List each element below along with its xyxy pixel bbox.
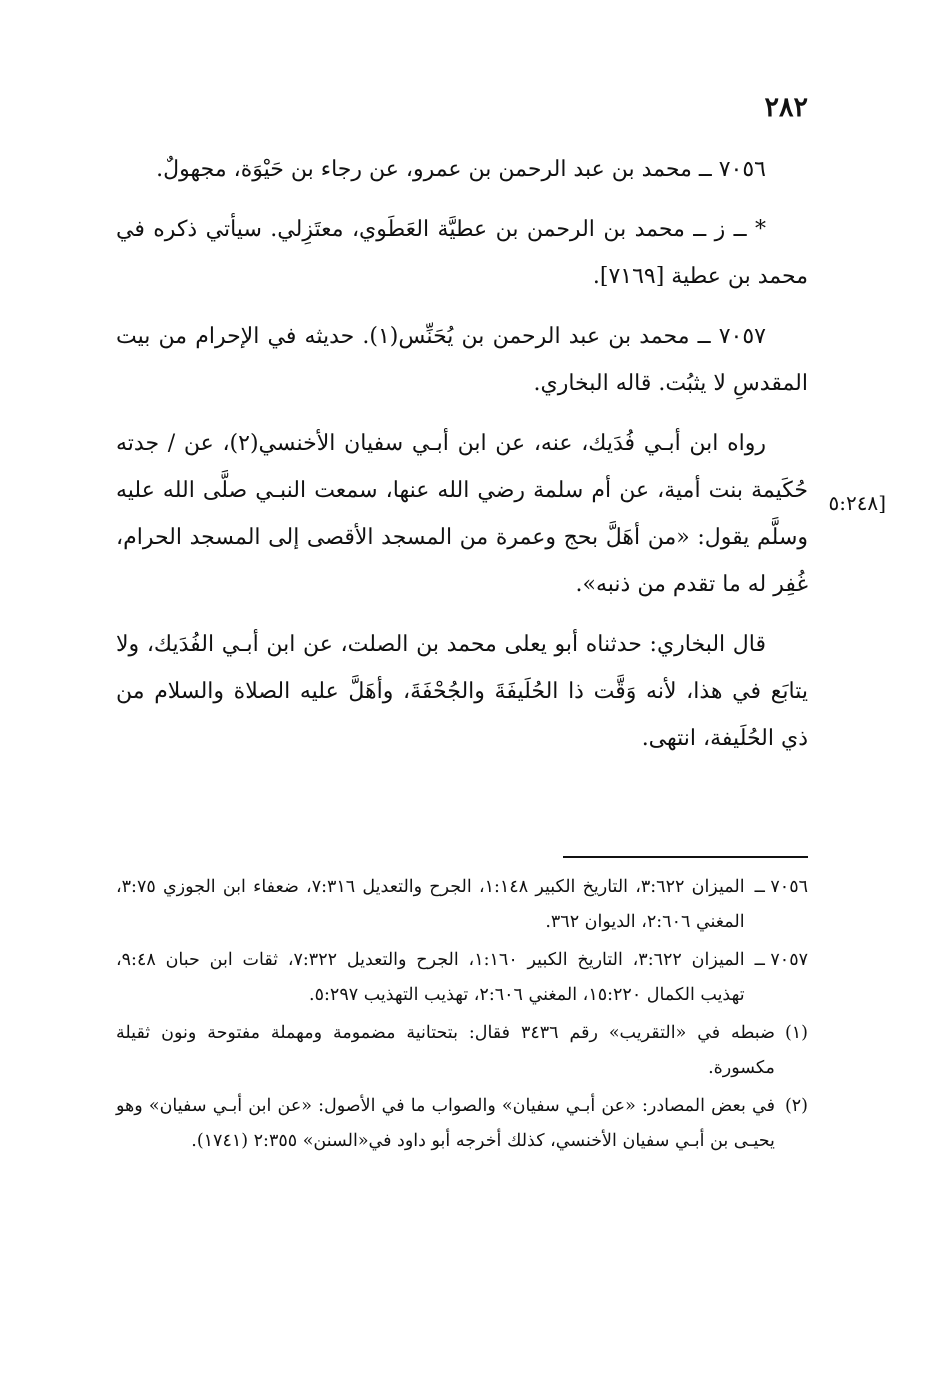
entry-7056: ٧٠٥٦ ــ محمد بن عبد الرحمن بن عمرو، عن رجاء بن حَيْوَة، مجهولٌ. xyxy=(156,157,766,182)
main-text xyxy=(116,146,808,775)
footnote-text: الميزان ٣:٦٢٢، التاريخ الكبير ١:١٦٠، الجرح والتعديل ٧:٣٢٢، ثقات ابن حبان ٩:٤٨، تهذيب الكمال ١٥:٢٢٠، المغني ٢:٦٠٦، تهذيب التهذيب ٥:٢٩٧. xyxy=(116,950,745,1005)
footnote-sources-7057 xyxy=(116,943,808,1013)
footnote-text: ضبطه في «التقريب» رقم ٣٤٣٦ فقال: بتحتانية مضمومة ومهملة مفتوحة ونون ثقيلة مكسورة. xyxy=(116,1023,775,1078)
footnotes xyxy=(116,870,808,1162)
bukhari-comment: قال البخاري: حدثناه أبو يعلى محمد بن الصلت، عن ابن أبـي الفُدَيك، ولا يتابَع في هذا، لأنه وَقَّت ذا الحُلَيفَةَ والجُحْفَةَ، وأهَلَّ عليه الصلاة والسلام من ذي الحُلَيفة، انتهى. xyxy=(116,632,808,751)
hadith-narration: رواه ابن أبـي فُدَيك، عنه، عن ابن أبـي سفيان الأخنسي(٢)، عن / جدته حُكَيمة بنت أمية، عن أم سلمة رضي الله عنها، سمعت النبـي صلَّى الله عليه وسلَّم يقول: «من أهَلَّ بحج وعمرة من المسجد الأقصى إلى المسجد الحرام، غُفِر له ما تقدم من ذنبه». xyxy=(116,431,808,597)
footnote-number: (١) xyxy=(784,1023,808,1043)
footnote-divider xyxy=(563,856,808,858)
footnote-number: ٧٠٥٦ ــ xyxy=(754,877,808,897)
footnote-sources-7056 xyxy=(116,870,808,940)
footnote-text: الميزان ٣:٦٢٢، التاريخ الكبير ١:١٤٨، الجرح والتعديل ٧:٣١٦، ضعفاء ابن الجوزي ٣:٧٥، المغني ٢:٦٠٦، الديوان ٣٦٢. xyxy=(116,877,745,932)
footnote-2 xyxy=(116,1089,808,1159)
footnote-number: (٢) xyxy=(784,1096,808,1116)
entry-7057: ٧٠٥٧ ــ محمد بن عبد الرحمن بن يُحَنِّس(١). حديثه في الإحرام من بيت المقدسِ لا يثبُت. قاله البخاري. xyxy=(116,324,808,396)
footnote-number: ٧٠٥٧ ــ xyxy=(754,950,808,970)
page-number: ٢٨٢ xyxy=(764,92,808,123)
entry-zawaid-atawi: * ــ ز ــ محمد بن الرحمن بن عطيَّة العَطَوي، معتَزِلي. سيأتي ذكره في محمد بن عطية [٧١٦٩]. xyxy=(116,217,808,289)
footnote-text: في بعض المصادر: «عن أبـي سفيان» والصواب ما في الأصول: «عن ابن أبـي سفيان» وهو يحيـى بن أبـي سفيان الأخنسي، كذلك أخرجه أبو داود في«السنن» ٢:٣٥٥ (١٧٤١). xyxy=(116,1096,775,1151)
margin-reference: [٥:٢٤٨ xyxy=(828,491,886,515)
footnote-1 xyxy=(116,1016,808,1086)
